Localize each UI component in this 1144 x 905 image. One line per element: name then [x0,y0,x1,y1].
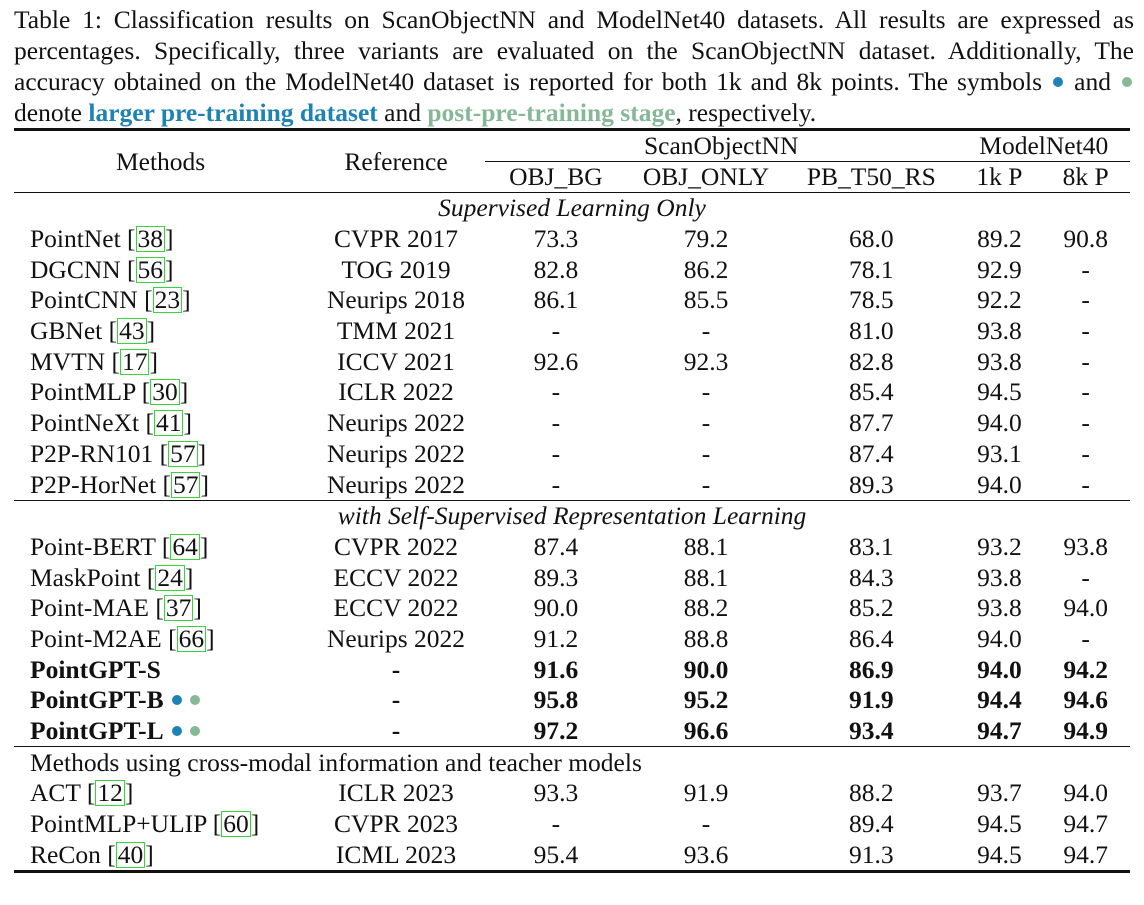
method-cell [14,254,307,285]
citation-link[interactable]: 57 [172,469,199,499]
citation-bracket: ] [206,623,215,653]
value-cell-k1: 94.5 [977,809,1022,839]
value-cell-ref: - [391,716,401,746]
table-row [14,285,1130,316]
table-row [14,439,1130,470]
citation-link[interactable]: 38 [137,224,164,254]
caption-end: , respectively. [675,98,817,127]
table-row [14,809,1130,840]
value-cell-pb: 89.4 [848,809,894,839]
table-caption [14,4,1134,128]
value-cell-bg: - [551,438,561,468]
citation-bracket: [ [127,254,136,284]
header-reference: Reference [307,130,485,193]
value-cell-pb: 82.8 [848,346,894,376]
method-cell [14,469,307,500]
table-row [14,346,1130,377]
value-cell-k8: 94.2 [1063,654,1108,684]
citation-link[interactable]: 24 [157,562,183,592]
value-cell-k1: 89.2 [977,224,1022,254]
section-row [14,747,1130,778]
value-cell-ref: Neurips 2022 [326,408,466,438]
citation-bracket: [ [159,438,169,468]
table-row [14,778,1130,809]
method-cell [14,593,307,624]
citation-bracket: [ [161,531,171,561]
value-cell-pb: 91.3 [785,839,957,871]
value-cell-only: 88.8 [683,623,729,653]
value-cell-only: 86.2 [683,254,729,284]
table-row [14,224,1130,255]
method-name: Point-BERT [30,531,162,561]
green-dot-icon [1122,77,1132,87]
value-cell-k1: 92.9 [977,254,1022,284]
citation-link[interactable]: 60 [223,809,249,839]
value-cell-k1: 93.7 [977,778,1022,808]
value-cell-k8: 94.9 [1063,716,1108,746]
citation-bracket: [ [111,346,120,376]
citation-link[interactable]: 40 [117,839,144,869]
value-cell-bg: - [551,377,561,407]
table-row [14,408,1130,439]
section-row [14,193,1130,224]
value-cell-only: - [701,408,711,438]
value-cell-k1: 94.4 [977,685,1022,715]
method-cell [14,408,307,439]
value-cell-only: 88.1 [683,562,729,592]
header-modelnet40: ModelNet40 [958,130,1130,162]
value-cell-pb: 86.9 [848,654,894,684]
value-cell-ref: Neurips 2022 [326,623,466,653]
value-cell-k8: - [1081,562,1090,592]
value-cell-k8: 94.7 [1041,839,1130,871]
caption-and: and [1065,67,1121,96]
value-cell-k8: - [1081,377,1090,407]
value-cell-only: 95.2 [683,685,729,715]
value-cell-bg: 86.1 [533,285,579,315]
section-heading: with Self-Supervised Representation Learning [14,500,1130,531]
value-cell-ref: Neurips 2022 [326,438,466,468]
citation-bracket: [ [162,469,171,499]
value-cell-bg: - [551,316,561,346]
value-cell-k8: 94.0 [1063,778,1108,808]
citation-link[interactable]: 56 [137,254,164,284]
header-obj-only: OBJ_ONLY [642,162,770,191]
citation-bracket: ] [184,562,194,592]
header-1k-points: 1k P [976,162,1023,191]
value-cell-only: 96.6 [683,716,729,746]
value-cell-bg: 90.0 [533,593,579,623]
method-name: ReCon [30,839,108,869]
table-row [14,562,1130,593]
value-cell-ref: ICML 2023 [307,839,485,871]
value-cell-k1: 94.7 [977,716,1022,746]
citation-bracket: ] [146,316,156,346]
value-cell-ref: TOG 2019 [341,254,451,284]
method-name: MaskPoint [30,562,147,592]
value-cell-pb: 83.1 [848,531,894,561]
citation-bracket: [ [145,408,154,438]
citation-bracket: ] [165,254,174,284]
method-cell [14,439,307,470]
blue-dot-icon [172,726,182,736]
value-cell-k1: 92.2 [977,285,1022,315]
citation-bracket: ] [200,469,209,499]
value-cell-k1: 93.8 [977,316,1022,346]
citation-bracket: [ [141,377,151,407]
citation-link[interactable]: 12 [97,778,123,808]
value-cell-only: - [701,469,711,499]
method-name: PointNeXt [30,408,146,438]
value-cell-k1: 94.0 [977,469,1022,499]
method-name: PointCNN [30,285,145,315]
citation-bracket: ] [183,408,192,438]
citation-bracket: ] [149,346,158,376]
citation-bracket: [ [127,224,136,254]
value-cell-only: 79.2 [683,224,729,254]
value-cell-k8: 90.8 [1063,224,1108,254]
value-cell-bg: - [551,809,561,839]
value-cell-ref: TMM 2021 [336,316,456,346]
table-row [14,654,1130,685]
value-cell-bg: 89.3 [533,562,579,592]
citation-bracket: ] [250,809,260,839]
method-cell [14,377,307,408]
results-table [14,128,1130,873]
citation-bracket: ] [199,531,209,561]
value-cell-ref: ICLR 2022 [338,377,454,407]
method-cell [14,624,307,655]
value-cell-k1: 94.0 [977,623,1022,653]
table-row [14,716,1130,747]
value-cell-k1: 93.1 [977,438,1022,468]
value-cell-bg: 95.8 [533,685,579,715]
value-cell-ref: ICLR 2023 [338,778,454,808]
value-cell-ref: ECCV 2022 [333,562,459,592]
citation-link[interactable]: 57 [170,438,196,468]
method-cell [14,716,307,747]
citation-link[interactable]: 23 [154,285,181,315]
value-cell-bg: 87.4 [533,531,579,561]
blue-dot-icon [172,695,182,705]
value-cell-only: - [701,438,711,468]
value-cell-pb: 89.3 [848,469,894,499]
method-name: PointNet [30,224,128,254]
method-cell [14,839,307,871]
table-row [14,316,1130,347]
value-cell-k1: 93.8 [977,562,1022,592]
method-name: P2P-RN101 [30,438,160,468]
method-name: Point-MAE [30,593,156,623]
table-row [14,254,1130,285]
header-8k-points: 8k P [1062,162,1109,191]
value-cell-bg: - [551,408,561,438]
value-cell-pb: 78.1 [848,254,894,284]
value-cell-bg: 93.3 [533,778,579,808]
table-row [14,593,1130,624]
caption-green-highlight: post-pre-training stage [427,98,676,127]
value-cell-bg: 95.4 [485,839,627,871]
value-cell-pb: 86.4 [848,623,894,653]
value-cell-only: - [701,316,711,346]
value-cell-pb: 85.4 [848,377,894,407]
value-cell-only: 91.9 [683,778,729,808]
method-name: PointGPT-B [30,685,164,715]
value-cell-pb: 91.9 [848,685,894,715]
table-row [14,377,1130,408]
value-cell-pb: 85.2 [848,593,894,623]
value-cell-bg: 91.6 [533,654,579,684]
method-cell [14,562,307,593]
section-heading: Supervised Learning Only [14,193,1130,224]
value-cell-ref: ECCV 2022 [333,593,459,623]
value-cell-k8: 94.6 [1063,685,1108,715]
method-name: PointGPT-S [30,654,161,684]
value-cell-pb: 68.0 [848,224,894,254]
value-cell-k8: - [1081,285,1090,315]
citation-link[interactable]: 43 [119,316,145,346]
green-dot-icon [190,726,200,736]
value-cell-k1: 93.8 [977,346,1022,376]
header-scanobjectnn: ScanObjectNN [485,130,958,162]
citation-link[interactable]: 64 [172,531,198,561]
citation-bracket: [ [155,593,164,623]
citation-bracket: ] [193,593,202,623]
citation-link[interactable]: 37 [165,593,192,623]
method-name: GBNet [30,316,109,346]
method-cell [14,809,307,840]
value-cell-ref: Neurips 2018 [326,285,466,315]
value-cell-only: 85.5 [683,285,729,315]
value-cell-k8: - [1081,469,1090,499]
value-cell-k1: 94.5 [977,377,1022,407]
value-cell-bg: 82.8 [533,254,579,284]
table-row [14,685,1130,716]
value-cell-k1: 94.5 [958,839,1042,871]
value-cell-ref: CVPR 2023 [334,809,458,839]
method-cell [14,224,307,255]
value-cell-ref: CVPR 2022 [334,531,458,561]
caption-text: Table 1: Classification results on ScanObjectNN and ModelNet40 datasets. All results are expressed as percentages. Specifically, three variants are evaluated on the ScanObjectNN dataset. Additionally, The accuracy obtained on the ModelNet40 dataset is reported for both 1k and 8k points. The symbols [14,5,1134,96]
value-cell-pb: 81.0 [848,316,894,346]
table-row [14,469,1130,500]
table-row [14,532,1130,563]
header-obj-bg: OBJ_BG [509,162,603,191]
citation-bracket: [ [168,623,177,653]
value-cell-k8: - [1081,438,1090,468]
value-cell-pb: 87.7 [848,408,894,438]
method-cell [14,778,307,809]
value-cell-only: - [701,809,711,839]
value-cell-pb: 93.4 [848,716,894,746]
method-cell [14,685,307,716]
citation-bracket: ] [145,839,154,869]
value-cell-bg: 97.2 [533,716,579,746]
value-cell-k1: 93.2 [977,531,1022,561]
value-cell-only: 88.2 [683,593,729,623]
method-name: P2P-HorNet [30,469,163,499]
green-dot-icon [190,695,200,705]
caption-denote: denote [14,98,89,127]
citation-bracket: ] [197,438,207,468]
value-cell-k8: - [1081,623,1090,653]
value-cell-k1: 94.0 [977,408,1022,438]
value-cell-pb: 87.4 [848,438,894,468]
caption-and2: and [377,98,428,127]
method-name: PointGPT-L [30,716,164,746]
table-row [14,839,1130,871]
value-cell-pb: 84.3 [848,562,894,592]
blue-dot-icon [1053,77,1063,87]
citation-link[interactable]: 17 [121,346,148,376]
value-cell-k8: - [1081,254,1090,284]
value-cell-ref: - [391,685,401,715]
value-cell-k8: 94.7 [1063,809,1108,839]
section-heading: Methods using cross-modal information and teacher models [14,747,1130,778]
value-cell-bg: 92.6 [533,346,579,376]
method-name: DGCNN [30,254,128,284]
method-cell [14,285,307,316]
value-cell-only: 90.0 [683,654,729,684]
value-cell-only: - [701,377,711,407]
citation-bracket: [ [107,839,116,869]
table-row [14,624,1130,655]
value-cell-ref: - [391,654,401,684]
value-cell-only: 93.6 [627,839,785,871]
value-cell-k1: 93.8 [977,593,1022,623]
citation-link[interactable]: 30 [152,377,178,407]
method-name: ACT [30,778,87,808]
value-cell-pb: 78.5 [848,285,894,315]
citation-link[interactable]: 41 [155,408,182,438]
value-cell-pb: 88.2 [848,778,894,808]
value-cell-bg: - [551,469,561,499]
value-cell-k8: 94.0 [1063,593,1108,623]
method-cell [14,532,307,563]
citation-link[interactable]: 66 [178,623,205,653]
citation-bracket: [ [108,316,118,346]
citation-bracket: [ [144,285,153,315]
value-cell-ref: ICCV 2021 [337,346,455,376]
value-cell-only: 92.3 [683,346,729,376]
value-cell-k8: - [1081,346,1090,376]
value-cell-bg: 73.3 [533,224,579,254]
table-body [14,193,1130,872]
value-cell-ref: CVPR 2017 [334,224,458,254]
method-cell [14,654,307,685]
value-cell-ref: Neurips 2022 [326,469,466,499]
section-row [14,500,1130,531]
value-cell-bg: 91.2 [533,623,579,653]
value-cell-k8: - [1081,316,1090,346]
citation-bracket: ] [124,778,134,808]
citation-bracket: [ [212,809,222,839]
method-name: PointMLP [30,377,142,407]
value-cell-k8: - [1081,408,1090,438]
method-cell [14,346,307,377]
method-cell [14,316,307,347]
citation-bracket: ] [179,377,189,407]
value-cell-only: 88.1 [683,531,729,561]
citation-bracket: [ [86,778,96,808]
header-methods: Methods [14,130,307,193]
method-name: MVTN [30,346,112,376]
value-cell-k1: 94.0 [977,654,1022,684]
citation-bracket: ] [165,224,174,254]
method-name: PointMLP+ULIP [30,809,213,839]
value-cell-k8: 93.8 [1063,531,1108,561]
caption-blue-highlight: larger pre-training dataset [88,98,378,127]
method-name: Point-M2AE [30,623,169,653]
header-pb-t50-rs: PB_T50_RS [806,162,936,191]
citation-bracket: ] [182,285,191,315]
citation-bracket: [ [146,562,156,592]
